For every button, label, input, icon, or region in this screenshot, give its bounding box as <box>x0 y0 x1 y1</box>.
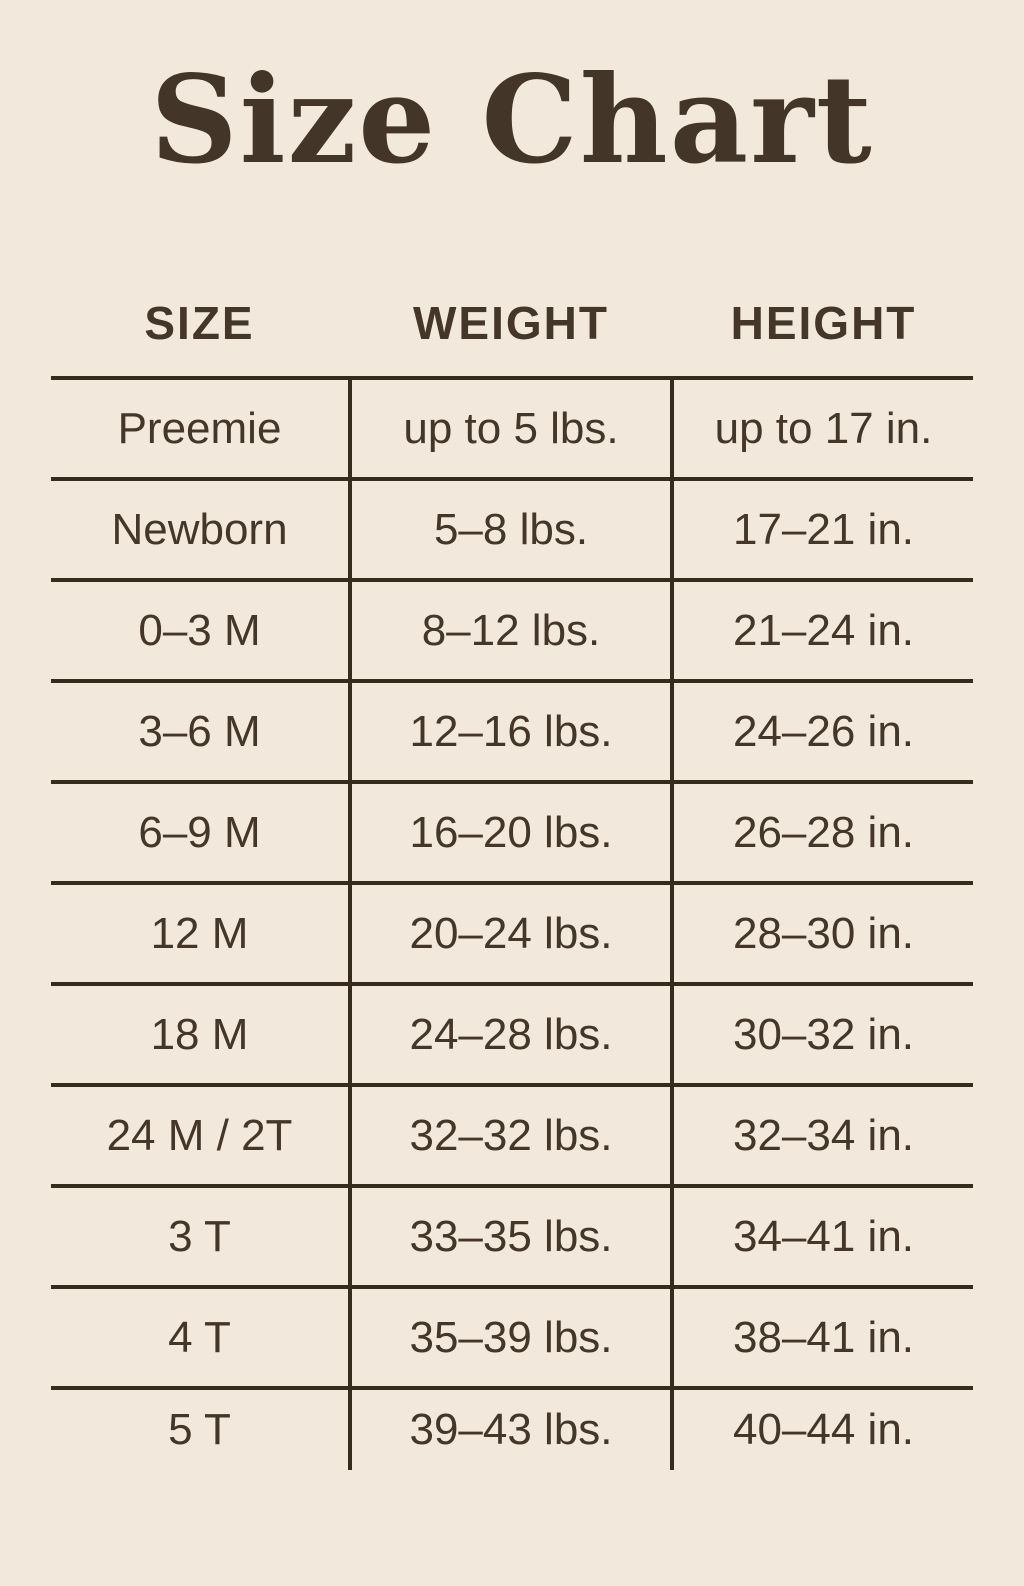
cell-height: 26–28 in. <box>674 780 973 881</box>
cell-size: 0–3 M <box>51 578 348 679</box>
cell-height: 40–44 in. <box>674 1386 973 1470</box>
cell-size: 5 T <box>51 1386 348 1470</box>
size-chart-table <box>51 275 973 1487</box>
cell-weight: 33–35 lbs. <box>348 1184 674 1285</box>
cell-size: 4 T <box>51 1285 348 1386</box>
cell-size: 24 M / 2T <box>51 1083 348 1184</box>
cell-weight: 24–28 lbs. <box>348 982 674 1083</box>
cell-weight: 8–12 lbs. <box>348 578 674 679</box>
cell-weight: 20–24 lbs. <box>348 881 674 982</box>
column-header-height: HEIGHT <box>730 297 917 350</box>
cell-size: 6–9 M <box>51 780 348 881</box>
cell-height: 32–34 in. <box>674 1083 973 1184</box>
cell-weight: 39–43 lbs. <box>348 1386 674 1470</box>
cell-size: 3–6 M <box>51 679 348 780</box>
cell-weight: 16–20 lbs. <box>348 780 674 881</box>
cell-weight: 5–8 lbs. <box>348 477 674 578</box>
cell-weight: 35–39 lbs. <box>348 1285 674 1386</box>
cell-height: 24–26 in. <box>674 679 973 780</box>
cell-size: Preemie <box>51 376 348 477</box>
cell-size: 18 M <box>51 982 348 1083</box>
column-header-size: SIZE <box>144 297 255 350</box>
page-title: Size Chart <box>150 48 874 191</box>
column-header-weight: WEIGHT <box>413 297 609 350</box>
cell-size: 3 T <box>51 1184 348 1285</box>
cell-height: 34–41 in. <box>674 1184 973 1285</box>
cell-height: 38–41 in. <box>674 1285 973 1386</box>
cell-height: 28–30 in. <box>674 881 973 982</box>
cell-height: 21–24 in. <box>674 578 973 679</box>
cell-height: up to 17 in. <box>674 376 973 477</box>
cell-height: 30–32 in. <box>674 982 973 1083</box>
cell-size: 12 M <box>51 881 348 982</box>
cell-weight: 32–32 lbs. <box>348 1083 674 1184</box>
cell-height: 17–21 in. <box>674 477 973 578</box>
cell-weight: up to 5 lbs. <box>348 376 674 477</box>
cell-size: Newborn <box>51 477 348 578</box>
cell-weight: 12–16 lbs. <box>348 679 674 780</box>
